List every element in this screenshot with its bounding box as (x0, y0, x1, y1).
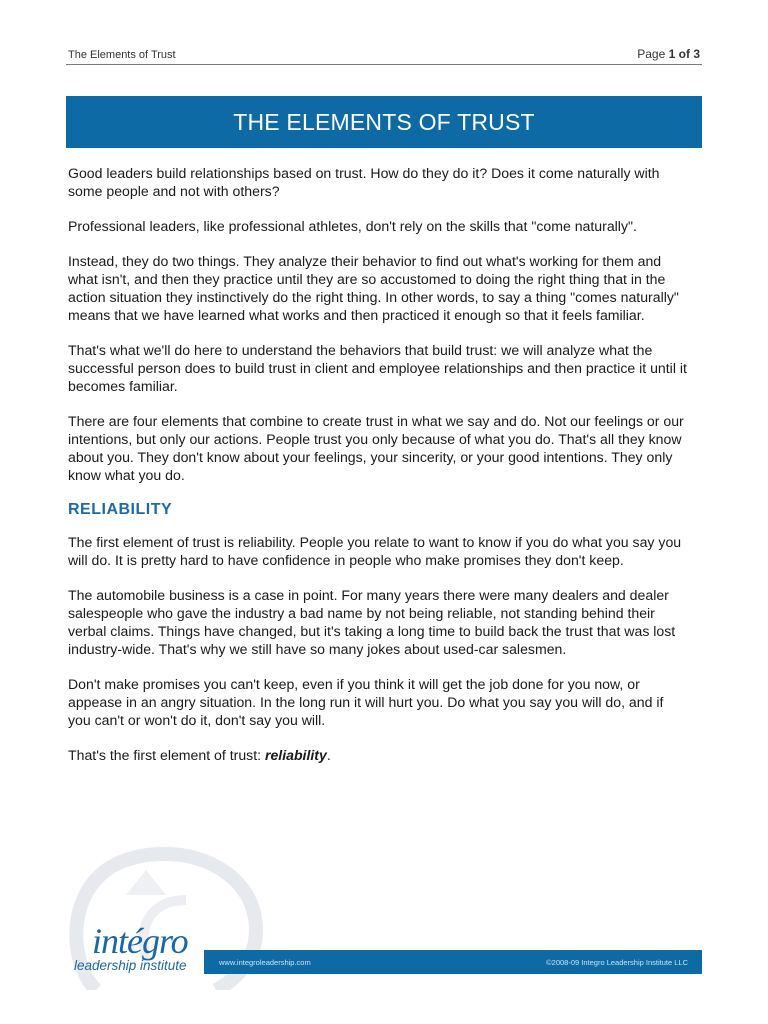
text-prefix: That's the first element of trust: (68, 747, 265, 763)
header-title: The Elements of Trust (68, 49, 176, 61)
paragraph: The automobile business is a case in point. For many years there were many dealers and dealer salespeople who gave the industry a bad name by not being reliable, not standing behind their verbal claims. Things have changed, but it's taking a long time to build back the trust that was lost industry-wide. That's why we still have so many jokes about used-car salesmen. (68, 587, 676, 657)
section-heading: RELIABILITY (68, 501, 173, 518)
footer-bar (204, 950, 702, 974)
page-number: 1 (668, 47, 676, 61)
document-body (68, 164, 688, 781)
paragraph: That's what we'll do here to understand the behaviors that build trust: we will analyze what the successful person does to build trust in client and employee relationships and then practice it until it becomes familiar. (68, 342, 687, 394)
paragraph (68, 746, 688, 764)
title-banner (66, 96, 702, 148)
page-header (66, 46, 702, 65)
paragraph: The first element of trust is reliability. People you relate to want to know if you do what you say you will do. It is pretty hard to have confidence in people who make promises they don't keep. (68, 534, 682, 568)
page-label: Page (637, 47, 666, 61)
page-of: of 3 (678, 47, 700, 61)
paragraph: Good leaders build relationships based on trust. How do they do it? Does it come naturally with some people and not with others? (68, 165, 660, 199)
integro-logo-subtitle: leadership institute (74, 958, 187, 973)
page-indicator (637, 47, 700, 61)
document-title: THE ELEMENTS OF TRUST (233, 109, 535, 135)
paragraph: Don't make promises you can't keep, even if you think it will get the job done for you now, or appease in an angry situation. In the long run it will hurt you. Do what you say you will do, and if you can't or won't do it, don't say you will. (68, 676, 664, 728)
page-footer (66, 840, 702, 990)
paragraph: Instead, they do two things. They analyze their behavior to find out what's working for them and what isn't, and then they practice until they are so accustomed to doing the right thing that in the action situation they instinctively do the right thing. In other words, to say a thing "comes naturally" means that we have learned what works and then practiced it enough so that it feels familiar. (68, 253, 679, 323)
paragraph: There are four elements that combine to create trust in what we say and do. Not our feelings or our intentions, but only our actions. People trust you only because of what you do. That's all they know about you. They don't know about your feelings, your sincerity, or your good intentions. They only know what you do. (68, 413, 684, 483)
footer-copyright: ©2008-09 Integro Leadership Institute LLC (546, 958, 688, 967)
paragraph: Professional leaders, like professional athletes, don't rely on the skills that "come naturally". (68, 218, 637, 234)
emphasized-term: reliability (264, 747, 327, 763)
integro-logo: intégro (92, 921, 188, 961)
text-suffix: . (326, 747, 331, 763)
footer-url: www.integroleadership.com (219, 958, 311, 967)
